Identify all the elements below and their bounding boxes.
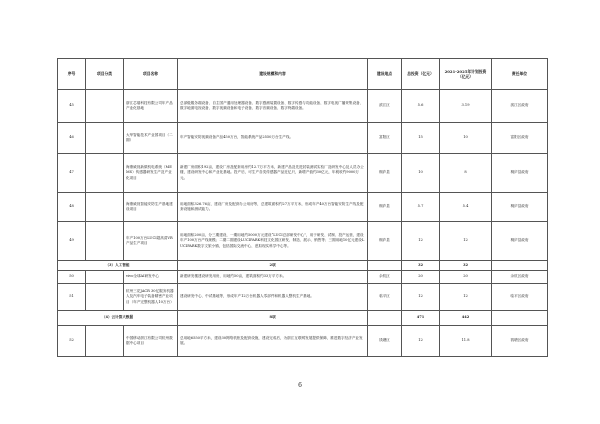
page-number: 6 xyxy=(298,382,302,389)
cell-owner: 富阳区政府 xyxy=(492,123,548,154)
cell-name: 年产100万台LUCI超高清VR产品生产项目 xyxy=(124,222,178,261)
cell-content: 用地面积326.76亩，建设厂房及配套办公用房等，总建筑面积约27万平方米，形成年产40万台智能安防生产线及配套设施和测试能力。 xyxy=(178,193,368,222)
table-row xyxy=(58,222,548,261)
cell-owner: 桐庐县政府 xyxy=(492,154,548,193)
cell-plan: 3.19 xyxy=(440,90,492,123)
cell-plan: 8 xyxy=(440,154,492,193)
cell-no: 50 xyxy=(58,271,86,284)
cell-no: 48 xyxy=(58,193,86,222)
cell-name: 浙江芯瑞科技有限公司年产品产业化基地 xyxy=(124,90,178,123)
cell-place: 滨江区 xyxy=(368,90,402,123)
section-label: （3）人工智能 xyxy=(58,261,178,271)
cell-category xyxy=(86,123,124,154)
table-row xyxy=(58,123,548,154)
cell-total: 20 xyxy=(402,271,440,284)
section-count: 8项 xyxy=(178,311,368,326)
section-plan: 442 xyxy=(440,311,492,326)
cell-no: 46 xyxy=(58,123,86,154)
cell-category xyxy=(86,193,124,222)
cell-total: 12 xyxy=(402,326,440,357)
header-plan: 2021-2025年计划投资（亿元） xyxy=(440,59,492,90)
header-total: 总投资（亿元） xyxy=(402,59,440,90)
section-owner-empty xyxy=(492,261,548,271)
cell-no: 49 xyxy=(58,222,86,261)
section-total: 471 xyxy=(402,311,440,326)
cell-category xyxy=(86,154,124,193)
cell-total: 5.7 xyxy=(402,193,440,222)
cell-content: 用地面积200亩，分三期建设，一期用地约5000万元建设“LUCI总部研发中心”，用于研发、试制、投产运营，建设年产100万台产线规模；二期二期建设LUCIPARK科技文化园区研发、制造、展示、销售等；三期用地10亿元建设LUCIPARK数字文旅小镇，包括国际交流中心、虚拟现实科学中心等。 xyxy=(178,222,368,261)
cell-category xyxy=(86,284,124,311)
table-row xyxy=(58,90,548,123)
cell-no: 52 xyxy=(58,326,86,357)
section-count: 2项 xyxy=(178,261,368,271)
table-row xyxy=(58,154,548,193)
cell-content: 年产智能安防视频设备产品450万台，智能系统产品2550万台生产线。 xyxy=(178,123,368,154)
cell-owner: 钱塘区政府 xyxy=(492,326,548,357)
section-place-empty xyxy=(368,261,402,271)
cell-plan: 5.4 xyxy=(440,193,492,222)
cell-total: 5.6 xyxy=(402,90,440,123)
cell-place: 临平区 xyxy=(368,284,402,311)
cell-no: 45 xyxy=(58,90,86,123)
header-owner: 责任单位 xyxy=(492,59,548,90)
cell-no: 47 xyxy=(58,154,86,193)
section-owner-empty xyxy=(492,311,548,326)
cell-place: 富阳区 xyxy=(368,123,402,154)
cell-plan: 11.8 xyxy=(440,326,492,357)
cell-plan: 12 xyxy=(440,284,492,311)
cell-place: 桐庐县 xyxy=(368,154,402,193)
cell-plan: 12 xyxy=(440,222,492,261)
cell-total: 12 xyxy=(402,222,440,261)
cell-plan: 20 xyxy=(440,271,492,284)
header-content: 建设规模和内容 xyxy=(178,59,368,90)
cell-name: 杭州三花JACR 30亿服务机器人及汽车电子装备精密产业项目（年产完整机器人10万台） xyxy=(124,284,178,311)
cell-name: 海康威视智能安防生产基地建设项目 xyxy=(124,193,178,222)
cell-content: 新建研发楼建设研发用房，用地约50亩，建筑面积约33万平方米。 xyxy=(178,271,368,284)
cell-owner: 滨江区政府 xyxy=(492,90,548,123)
header-category: 项目分类 xyxy=(86,59,124,90)
table-row xyxy=(58,271,548,284)
cell-category xyxy=(86,222,124,261)
table-row xyxy=(58,193,548,222)
header-name: 项目名称 xyxy=(124,59,178,90)
cell-total: 10 xyxy=(402,154,440,193)
cell-name: 海康威视新微机电系统（MEMS）传感器研发生产及产业化项目 xyxy=(124,154,178,193)
header-no: 序号 xyxy=(58,59,86,90)
table-row xyxy=(58,284,548,311)
cell-name: 大华智能技术产业园项目（二期） xyxy=(124,123,178,154)
cell-place: 桐庐县 xyxy=(368,222,402,261)
cell-content: 总部级服务端设备、自主国产通用处理器设备、数字感测装置设备、数字传感与功能设备、数字电视广播采集设备、数字地面电视设备、数字视频设备和电子设备、数字音频设备、数字终端设备。 xyxy=(178,90,368,123)
cell-category xyxy=(86,326,124,357)
cell-category xyxy=(86,271,124,284)
cell-category xyxy=(86,90,124,123)
cell-name: 中国移动浙江有限公司杭州数据中心项目 xyxy=(124,326,178,357)
cell-content: 建设研发中心、中试基地等，形成年产12万台机器人零部件和机器人整机生产基地。 xyxy=(178,284,368,311)
cell-owner: 桐庐县政府 xyxy=(492,222,548,261)
cell-owner: 桐庐县政府 xyxy=(492,193,548,222)
header-place: 建设地点 xyxy=(368,59,402,90)
cell-total: 15 xyxy=(402,123,440,154)
table-header-row xyxy=(58,59,548,90)
cell-total: 12 xyxy=(402,284,440,311)
section-place-empty xyxy=(368,311,402,326)
cell-name: vivo全球AI研发中心 xyxy=(124,271,178,284)
section-total: 32 xyxy=(402,261,440,271)
cell-content: 新建厂房面积192亩，建设厂房及配套用房约12.7万平方米，新建产品及先进封装测试实验厂及研发中心及人员办公楼，建设研发中心和产业化基地。投产后，可生产各类传感器产品近亿只，新增产值约30亿元，年税收约9000万元。 xyxy=(178,154,368,193)
cell-content: 总用地6550平方米，建设30网络机柜及配套设施，建设完成后，为浙江互联网发展提供保障，推进数字经济产业发展。 xyxy=(178,326,368,357)
section-plan: 32 xyxy=(440,261,492,271)
cell-place: 桐庐县 xyxy=(368,193,402,222)
section-row-cloud xyxy=(58,311,548,326)
section-row-ai xyxy=(58,261,548,271)
cell-owner: 临平区政府 xyxy=(492,284,548,311)
table-row xyxy=(58,326,548,357)
cell-plan: 10 xyxy=(440,123,492,154)
cell-place: 钱塘区 xyxy=(368,326,402,357)
cell-owner: 余杭区政府 xyxy=(492,271,548,284)
cell-place: 余杭区 xyxy=(368,271,402,284)
cell-no: 51 xyxy=(58,284,86,311)
project-table xyxy=(57,58,548,357)
section-label: （4）云计算大数据 xyxy=(58,311,178,326)
